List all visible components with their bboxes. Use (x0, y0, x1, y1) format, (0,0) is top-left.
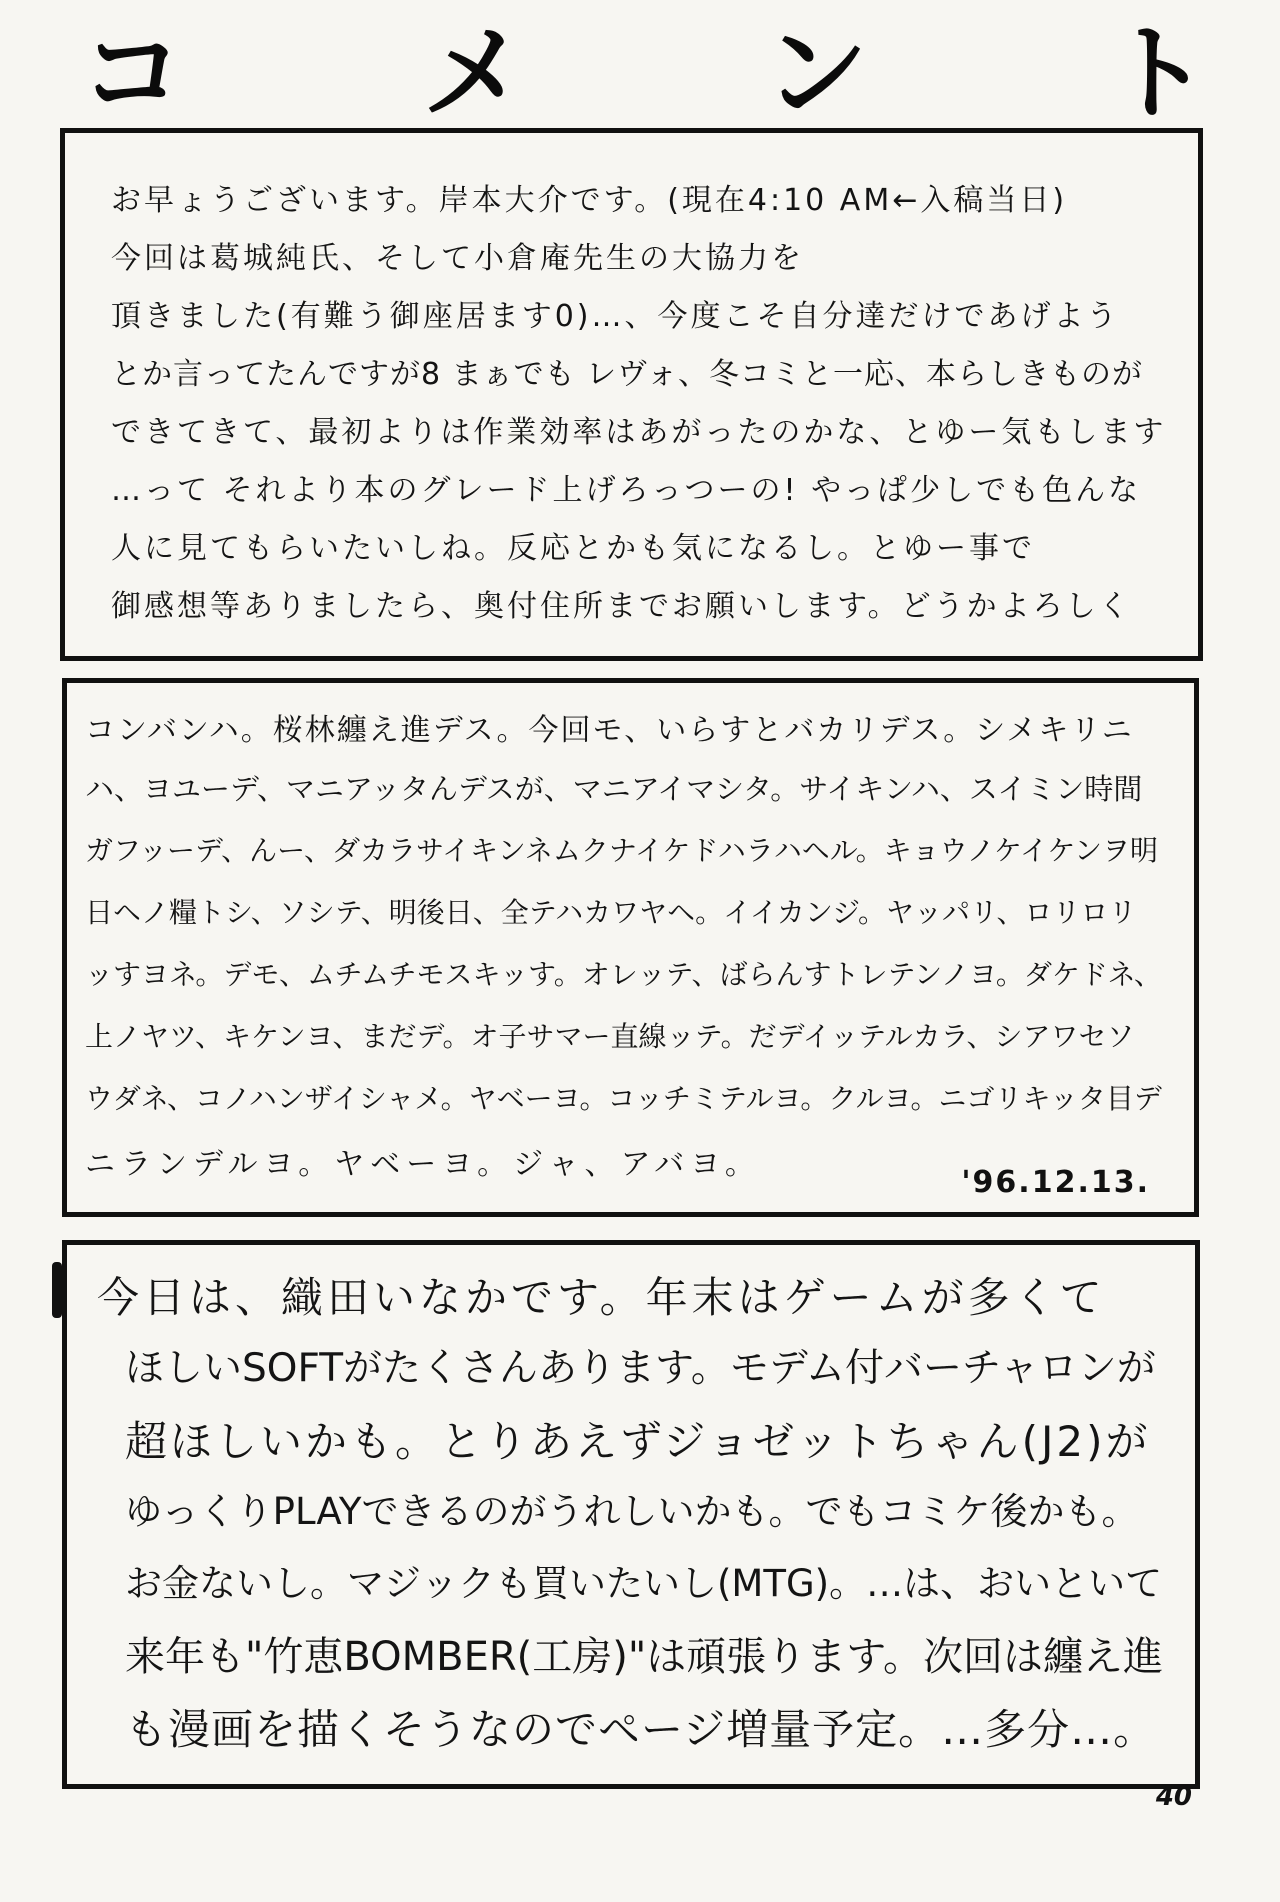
comment-line: 人に見てもらいたいしね。反応とかも気になるし。とゆー事で (111, 531, 1035, 566)
comment-line: 日ヘノ糧トシ、ソシテ、明後日、全テハカワヤヘ。イイカンジ。ヤッパリ、ロリロリ (85, 896, 1137, 929)
comment-line: コンバンハ。桜林纏え進デス。今回モ、いらすとバカリデス。シメキリニ (85, 713, 1134, 748)
comment-line: お早ょうございます。岸本大介です。(現在4:10 AM←入稿当日) (111, 183, 1068, 218)
comment-line: 今回は葛城純氏、そして小倉庵先生の大協力を (111, 241, 804, 276)
comment-line: 来年も"竹恵BOMBER(工房)"は頑張ります。次回は纏え進 (125, 1634, 1164, 1680)
title-char: コ (80, 12, 185, 134)
comment-text (65, 133, 1198, 656)
comment-line: ハ、ヨユーデ、マニアッタんデスが、マニアイマシタ。サイキンハ、スイミン時間 (85, 772, 1143, 806)
comment-line: ゆっくりPLAYできるのがうれしいかも。でもコミケ後かも。 (125, 1490, 1139, 1533)
title-char: ン (763, 12, 868, 134)
comment-line: 今日は、織田いなかです。年末はゲームが多くて (97, 1273, 1106, 1322)
comment-line: …って それより本のグレード上げろっつーの! やっぱ少しでも色んな (111, 473, 1142, 508)
title-char: メ (421, 12, 526, 134)
comment-line: お金ないし。マジックも買いたいし(MTG)。…は、おいといて (125, 1562, 1163, 1605)
comment-line: 御感想等ありましたら、奥付住所までお願いします。どうかよろしく (111, 589, 1132, 624)
comment-line: とか言ってたんですが8 まぁでも レヴォ、冬コミと一応、本らしきものが (111, 357, 1143, 392)
comment-line: ウダネ、コノハンザイシャメ。ヤベーヨ。コッチミテルヨ。クルヨ。ニゴリキッタ目デ (85, 1082, 1162, 1115)
comment-line: できてきて、最初よりは作業効率はあがったのかな、とゆー気もします (111, 415, 1167, 450)
page-title (80, 12, 1210, 134)
comment-box-2 (62, 678, 1199, 1217)
comment-line: 超ほしいかも。とりあえずジョゼットちゃん(J2)が (125, 1417, 1151, 1466)
comment-line: ほしいSOFTがたくさんあります。モデム付バーチャロンが (125, 1346, 1156, 1391)
comment-box-1 (60, 128, 1203, 661)
comment-text (67, 683, 1194, 1212)
page-number: 40 (1155, 1782, 1192, 1812)
comment-line: 上ノヤツ、キケンヨ、まだデ。オ子サマー直線ッテ。だデイッテルカラ、シアワセソ (85, 1020, 1135, 1053)
comment-line: 頂きました(有難う御座居ます0)…、今度こそ自分達だけであげよう (111, 299, 1120, 334)
comment-line: ニランデルヨ。ヤベーヨ。ジャ、アバヨ。 (85, 1147, 761, 1182)
title-char: ト (1105, 12, 1210, 134)
comment-line: も漫画を描くそうなのでページ増量予定。…多分…。 (125, 1705, 1157, 1754)
date-stamp: '96.12.13. (961, 1165, 1150, 1200)
margin-mark (52, 1262, 62, 1318)
comment-line: ッすヨネ。デモ、ムチムチモスキッす。オレッテ、ばらんすトレテンノヨ。ダケドネ、 (85, 958, 1162, 991)
comment-box-3 (62, 1240, 1200, 1789)
comment-line: ガフッーデ、んー、ダカラサイキンネムクナイケドハラハヘル。キョウノケイケンヲ明 (85, 834, 1158, 867)
comment-text (67, 1245, 1195, 1784)
